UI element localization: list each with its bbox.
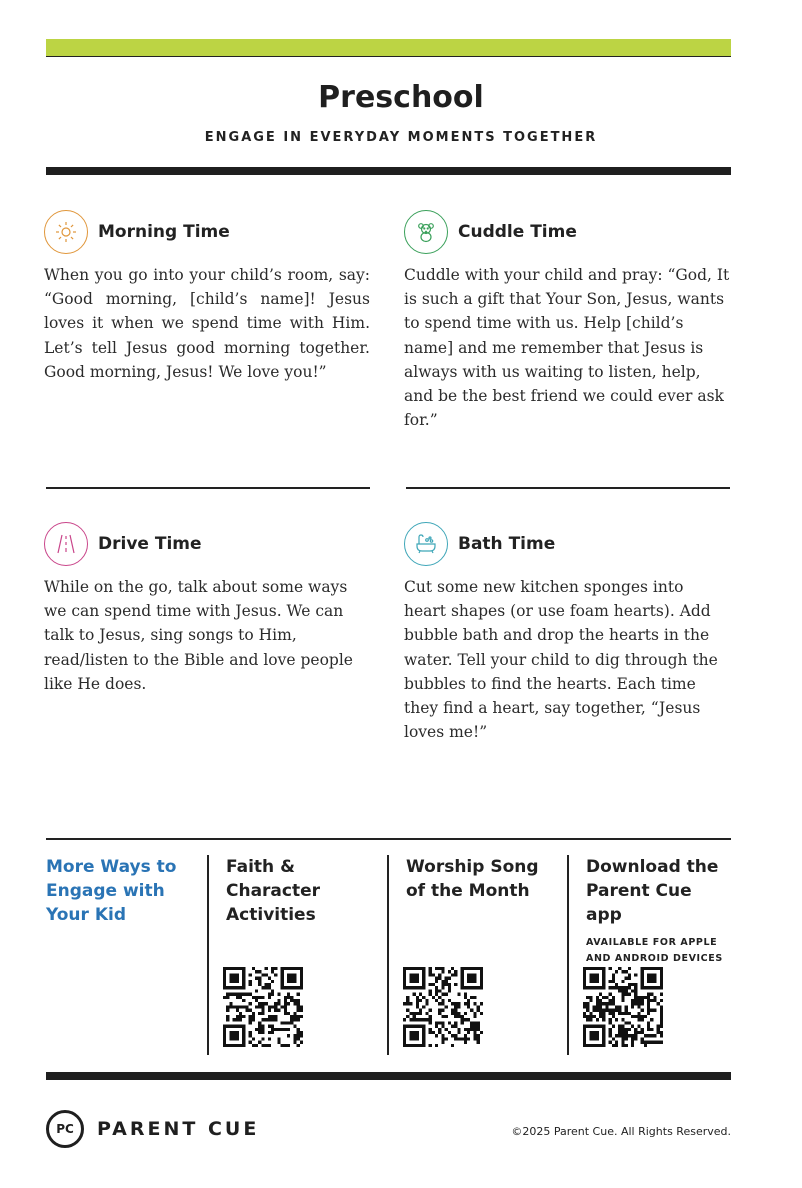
section-body: Cuddle with your child and pray: “God, It is such a gift that Your Son, Jesus, wants to spend time with us. Help [child’s name] and me remember that Jesus is always with us waiting to listen, help, and be the best friend we could ever ask for.” (404, 266, 730, 430)
section-cuddle-time (404, 209, 730, 432)
download-app-column: Download the Parent Cue app AVAILABLE FOR APPLE AND ANDROID DEVICES (586, 857, 723, 964)
logo-wordmark: PARENT CUE (97, 1118, 260, 1140)
teddy-bear-icon (404, 210, 448, 254)
section-title: Drive Time (98, 534, 202, 554)
top-accent-bar (46, 39, 731, 57)
road-icon (44, 522, 88, 566)
section-title: Morning Time (98, 222, 230, 242)
header-divider (46, 167, 731, 175)
section-body: When you go into your child’s room, say: “Good morning, [child’s name]! Jesus loves it when we spend time with Him. Let’s tell Jesus good morning together. Good morning, Jesus! We love you!” (44, 266, 370, 381)
footer-divider (46, 1072, 731, 1080)
section-body: Cut some new kitchen sponges into heart shapes (or use foam hearts). Add bubble bath and drop the hearts in the water. Tell your child to dig through the bubbles to find the hearts. Each time they find a heart, say together, “Jesus loves me!” (404, 578, 718, 742)
column-separator (387, 855, 389, 1055)
section-title: Bath Time (458, 534, 556, 554)
sun-icon (44, 210, 88, 254)
faith-character-column: Faith & Character Activities (226, 857, 321, 925)
pc-logo-mark: PC (46, 1110, 84, 1148)
column-separator (567, 855, 569, 1055)
qr-code-parent-cue-app[interactable] (583, 967, 663, 1047)
bathtub-icon (404, 522, 448, 566)
parent-cue-logo (46, 1110, 259, 1148)
section-bath-time (404, 521, 730, 744)
section-morning-time (44, 209, 370, 384)
section-divider-right (406, 487, 730, 489)
section-drive-time (44, 521, 370, 696)
page-subtitle: ENGAGE IN EVERYDAY MOMENTS TOGETHER (204, 130, 598, 145)
top-rule (46, 56, 731, 57)
qr-code-faith-activities[interactable] (223, 967, 303, 1047)
worship-song-column: Worship Song of the Month (406, 857, 539, 901)
page-title: Preschool (318, 80, 484, 115)
section-body: While on the go, talk about some ways we can spend time with Jesus. We can talk to Jesus, sing songs to Him, read/listen to the Bible and love people like He does. (44, 578, 353, 693)
copyright-text: ©2025 Parent Cue. All Rights Reserved. (511, 1125, 731, 1138)
more-ways-heading: More Ways to Engage with Your Kid (46, 857, 177, 925)
qr-code-worship-song[interactable] (403, 967, 483, 1047)
section-divider-left (46, 487, 370, 489)
column-separator (207, 855, 209, 1055)
footer-rule (46, 838, 731, 840)
section-title: Cuddle Time (458, 222, 577, 242)
